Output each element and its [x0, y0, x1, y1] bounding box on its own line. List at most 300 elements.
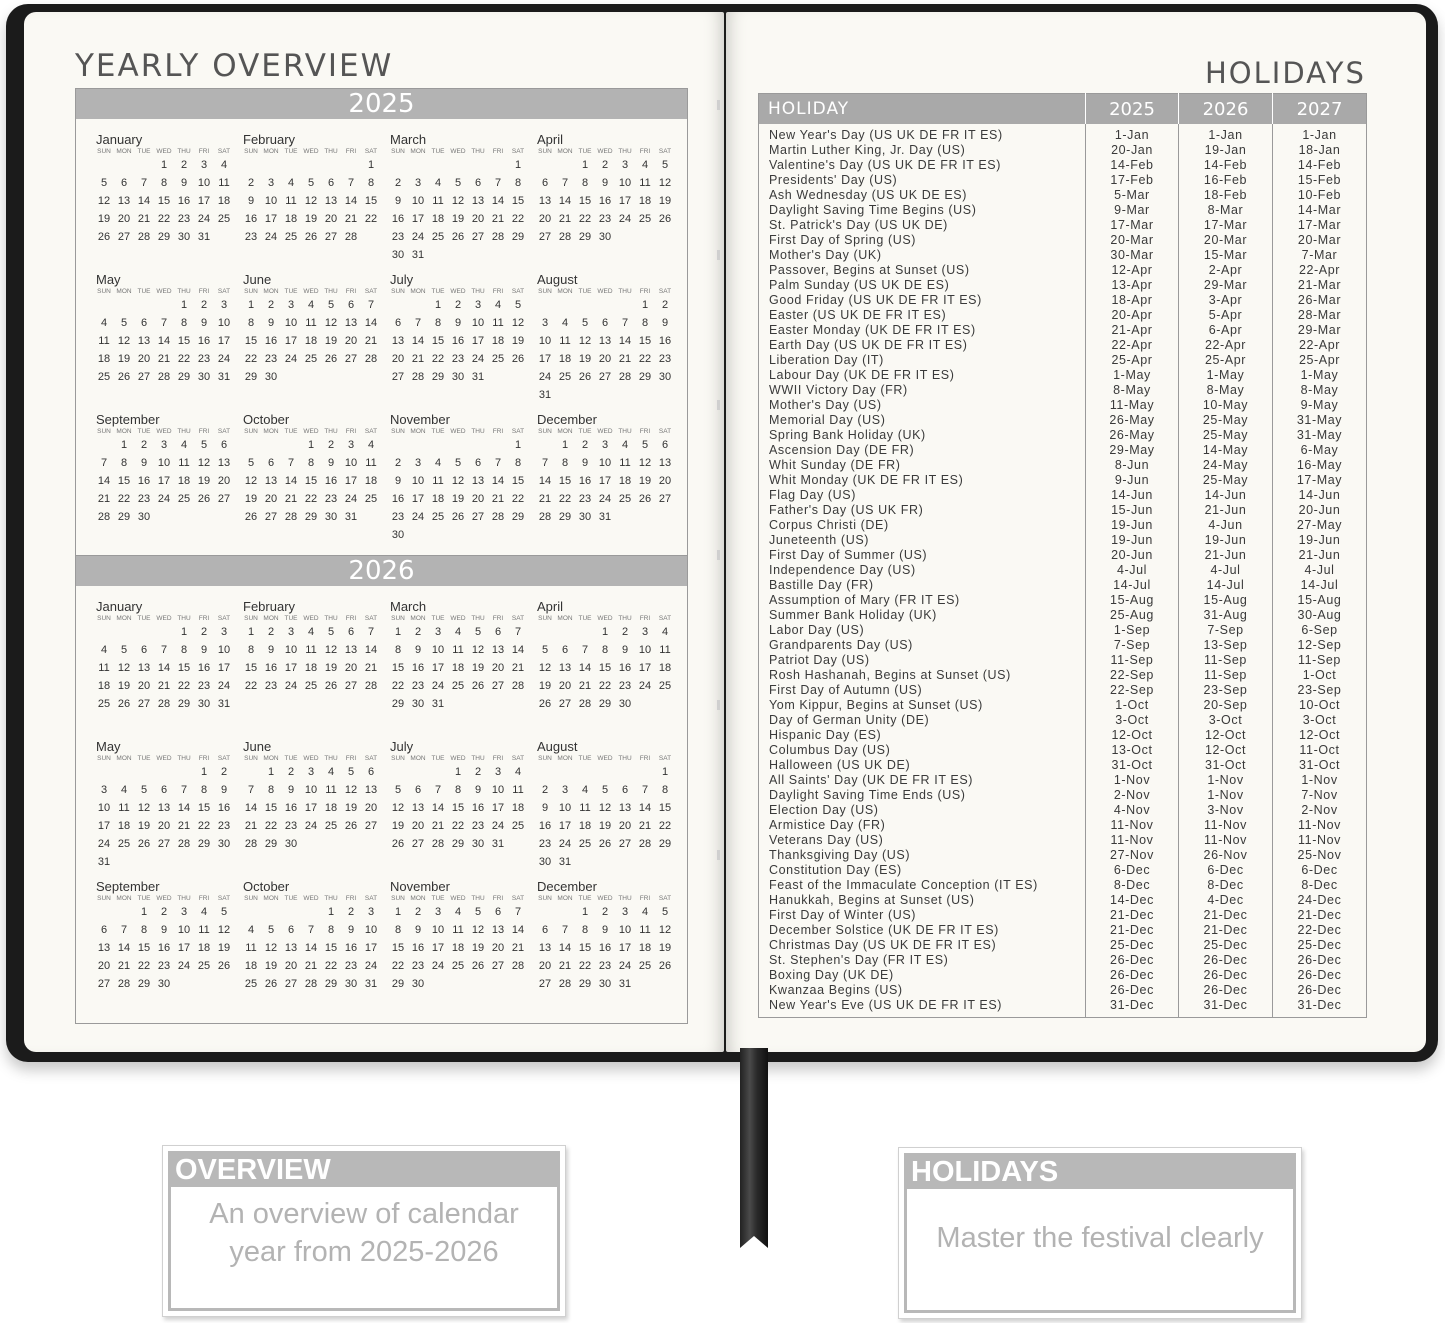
day-cell: 7 [641, 784, 649, 796]
day-cell: 10 [618, 177, 632, 189]
holiday-name: St. Patrick's Day (US UK DE) [769, 218, 948, 232]
day-cell: 5 [514, 299, 522, 311]
holiday-row [759, 953, 1367, 968]
month-calendar [241, 740, 381, 853]
day-cell: 14 [638, 802, 652, 814]
holiday-name: Palm Sunday (US UK DE ES) [769, 278, 950, 292]
binding-stitch [717, 550, 720, 560]
day-cell: 31 [618, 978, 632, 990]
holiday-date: 31-May [1273, 413, 1367, 428]
month-name: August [537, 272, 578, 287]
day-cell: 8 [454, 784, 462, 796]
day-cell: 31 [598, 511, 612, 523]
holiday-date: 15-Aug [1273, 593, 1367, 608]
day-cell: 17 [491, 802, 505, 814]
week-row [388, 210, 528, 228]
holiday-date: 25-Aug [1086, 608, 1179, 623]
day-cell: 15 [391, 942, 405, 954]
holiday-date: 17-Mar [1273, 218, 1367, 233]
holiday-date: 1-Jan [1179, 124, 1273, 143]
day-cell: 4 [180, 439, 188, 451]
day-cell: 3 [287, 626, 295, 638]
day-cell: 16 [284, 802, 298, 814]
day-cell: 9 [267, 644, 275, 656]
day-cell: 28 [97, 511, 111, 523]
day-cell: 26 [511, 353, 525, 365]
week-row [94, 368, 234, 386]
month-name: July [390, 739, 414, 754]
year-2025-block [75, 88, 688, 556]
holiday-row [759, 548, 1367, 563]
weekday-header-row [535, 894, 675, 903]
day-cell: 8 [200, 784, 208, 796]
weekday-label: SUN [538, 428, 552, 435]
weekday-label: SUN [391, 895, 405, 902]
day-cell: 22 [197, 820, 211, 832]
holidays-table-body [759, 124, 1367, 1018]
day-cell: 8 [561, 457, 569, 469]
holiday-name: Veterans Day (US) [769, 833, 884, 847]
day-cell: 19 [658, 942, 672, 954]
day-cell: 3 [220, 626, 228, 638]
day-cell: 28 [538, 511, 552, 523]
weekday-label: TUE [137, 755, 151, 762]
weekday-label: THU [177, 895, 191, 902]
day-cell: 6 [347, 299, 355, 311]
holiday-date: 31-Oct [1179, 758, 1273, 773]
holidays-card [898, 1147, 1302, 1319]
holiday-date: 20-Jan [1086, 143, 1179, 158]
weekday-label: MON [263, 755, 279, 762]
day-cell: 28 [558, 978, 572, 990]
day-cell: 15 [638, 335, 652, 347]
holiday-date: 21-Dec [1179, 923, 1273, 938]
week-row [94, 623, 234, 641]
day-cell: 23 [538, 838, 552, 850]
week-row [388, 246, 528, 264]
day-cell: 30 [157, 978, 171, 990]
weekday-label: WED [303, 615, 319, 622]
day-cell: 11 [619, 457, 631, 469]
weekday-header-row [94, 754, 234, 763]
week-row [94, 921, 234, 939]
holiday-date: 8-Dec [1086, 878, 1179, 893]
weekday-label: FRI [639, 148, 651, 155]
holiday-row [759, 263, 1367, 278]
day-cell: 8 [180, 317, 188, 329]
weekday-label: THU [177, 615, 191, 622]
day-cell: 23 [618, 680, 632, 692]
day-cell: 29 [177, 371, 191, 383]
day-blank [635, 763, 655, 781]
holiday-row [759, 563, 1367, 578]
holidays-table-header [759, 94, 1367, 125]
day-cell: 17 [411, 493, 425, 505]
day-cell: 29 [324, 978, 338, 990]
weekday-label: SUN [538, 755, 552, 762]
holiday-date: 6-Apr [1179, 323, 1273, 338]
week-row [388, 623, 528, 641]
holiday-date: 22-Apr [1086, 338, 1179, 353]
day-cell: 24 [284, 353, 298, 365]
weekday-label: MON [116, 428, 132, 435]
holiday-date: 26-Dec [1179, 983, 1273, 998]
weekday-label: WED [597, 895, 613, 902]
weekday-header-row [94, 287, 234, 296]
day-cell: 2 [267, 626, 275, 638]
day-cell: 13 [558, 662, 572, 674]
weekday-label: WED [303, 895, 319, 902]
weekday-label: SUN [538, 895, 552, 902]
day-cell: 10 [344, 457, 358, 469]
day-cell: 7 [434, 784, 442, 796]
weekday-label: THU [324, 148, 338, 155]
week-row [388, 975, 528, 993]
day-cell: 19 [137, 820, 151, 832]
week-row [241, 508, 381, 526]
holiday-date: 29-May [1086, 443, 1179, 458]
weekday-label: TUE [578, 615, 592, 622]
day-blank [134, 156, 154, 174]
holiday-date: 25-Dec [1179, 938, 1273, 953]
day-cell: 11 [325, 784, 337, 796]
week-row [388, 332, 528, 350]
day-cell: 25 [558, 371, 572, 383]
overview-card-text-line1: An overview of calendar [209, 1198, 519, 1230]
day-cell: 24 [344, 493, 358, 505]
day-cell: 5 [581, 317, 589, 329]
day-cell: 5 [267, 924, 275, 936]
day-cell: 1 [267, 766, 275, 778]
day-cell: 20 [558, 680, 572, 692]
holiday-date: 6-Dec [1273, 863, 1367, 878]
day-cell: 17 [157, 475, 171, 487]
holiday-date: 28-Mar [1273, 308, 1367, 323]
day-cell: 7 [160, 317, 168, 329]
holidays-card-title: HOLIDAYS [907, 1156, 1293, 1189]
holiday-row [759, 968, 1367, 983]
weekday-label: WED [450, 428, 466, 435]
holiday-date: 19-Jun [1273, 533, 1367, 548]
day-cell: 10 [217, 644, 231, 656]
holiday-row [759, 473, 1367, 488]
day-cell: 18 [97, 353, 111, 365]
holiday-date: 14-Jul [1179, 578, 1273, 593]
week-row [241, 332, 381, 350]
month-name: March [390, 599, 427, 614]
day-cell: 1 [661, 766, 669, 778]
day-cell: 18 [638, 195, 652, 207]
holiday-date: 19-Jun [1179, 533, 1273, 548]
day-cell: 3 [601, 439, 609, 451]
day-cell: 13 [491, 924, 505, 936]
day-blank [134, 763, 154, 781]
week-row [535, 659, 675, 677]
holiday-date: 26-Dec [1179, 953, 1273, 968]
day-cell: 27 [364, 820, 378, 832]
day-cell: 4 [641, 159, 649, 171]
holiday-date: 20-Mar [1179, 233, 1273, 248]
week-row [241, 641, 381, 659]
day-cell: 26 [451, 511, 465, 523]
holiday-name: Juneteenth (US) [769, 533, 870, 547]
weekday-label: FRI [345, 148, 357, 155]
day-blank [575, 623, 595, 641]
day-cell: 7 [287, 457, 295, 469]
day-cell: 21 [578, 680, 592, 692]
weekday-label: FRI [639, 615, 651, 622]
week-row [241, 623, 381, 641]
day-blank [94, 296, 114, 314]
day-cell: 19 [197, 475, 211, 487]
weekday-header-row [388, 147, 528, 156]
day-cell: 17 [97, 820, 111, 832]
day-cell: 20 [344, 662, 358, 674]
day-cell: 5 [454, 177, 462, 189]
day-cell: 15 [364, 195, 378, 207]
day-cell: 29 [431, 371, 445, 383]
weekday-header-row [388, 614, 528, 623]
week-row [241, 677, 381, 695]
holiday-name: Ash Wednesday (US UK DE ES) [769, 188, 967, 202]
weekday-label: WED [303, 288, 319, 295]
day-cell: 13 [471, 195, 485, 207]
month-name: February [243, 132, 296, 147]
weekday-header-row [241, 894, 381, 903]
day-cell: 14 [364, 644, 378, 656]
day-blank [428, 436, 448, 454]
holiday-date: 14-Dec [1086, 893, 1179, 908]
day-cell: 5 [327, 626, 335, 638]
holiday-name: Independence Day (US) [769, 563, 916, 577]
holidays-table [758, 93, 1367, 1018]
day-cell: 24 [364, 960, 378, 972]
holiday-row [759, 728, 1367, 743]
day-cell: 27 [411, 838, 425, 850]
week-row [535, 677, 675, 695]
holiday-date: 8-Mar [1179, 203, 1273, 218]
day-cell: 13 [411, 802, 425, 814]
day-cell: 6 [661, 439, 669, 451]
day-cell: 28 [244, 838, 258, 850]
day-blank [535, 436, 555, 454]
binding-stitch [717, 400, 720, 410]
day-cell: 11 [218, 177, 230, 189]
holiday-name: Boxing Day (UK DE) [769, 968, 894, 982]
weekday-label: MON [557, 148, 573, 155]
holiday-date: 31-Aug [1179, 608, 1273, 623]
day-cell: 6 [601, 317, 609, 329]
week-row [241, 957, 381, 975]
holiday-date: 12-Oct [1086, 728, 1179, 743]
week-row [388, 677, 528, 695]
holiday-name: Earth Day (US UK DE FR IT ES) [769, 338, 968, 352]
day-cell: 4 [327, 766, 335, 778]
week-row [535, 799, 675, 817]
holiday-row [759, 893, 1367, 908]
week-row [535, 817, 675, 835]
day-cell: 25 [217, 213, 231, 225]
day-cell: 28 [431, 838, 445, 850]
day-cell: 4 [307, 626, 315, 638]
weekday-label: FRI [345, 428, 357, 435]
day-cell: 29 [117, 511, 131, 523]
week-row [535, 350, 675, 368]
holiday-date: 10-Feb [1273, 188, 1367, 203]
week-row [241, 192, 381, 210]
day-cell: 30 [538, 856, 552, 868]
weekday-label: THU [177, 288, 191, 295]
day-cell: 15 [598, 662, 612, 674]
holiday-row [759, 578, 1367, 593]
weekday-label: TUE [578, 895, 592, 902]
day-cell: 5 [327, 299, 335, 311]
day-cell: 3 [367, 906, 375, 918]
day-cell: 4 [287, 177, 295, 189]
day-cell: 14 [618, 335, 632, 347]
day-cell: 25 [304, 353, 318, 365]
day-cell: 3 [160, 439, 168, 451]
holiday-date: 14-Feb [1179, 158, 1273, 173]
week-row [388, 314, 528, 332]
day-cell: 1 [120, 439, 128, 451]
day-cell: 15 [431, 335, 445, 347]
day-cell: 4 [434, 457, 442, 469]
day-cell: 19 [344, 802, 358, 814]
day-cell: 9 [661, 317, 669, 329]
day-cell: 22 [431, 353, 445, 365]
day-cell: 30 [197, 698, 211, 710]
weekday-label: MON [557, 615, 573, 622]
day-cell: 15 [244, 335, 258, 347]
day-cell: 6 [327, 177, 335, 189]
month-calendar [535, 413, 675, 526]
day-cell: 17 [217, 662, 231, 674]
day-cell: 30 [284, 838, 298, 850]
day-cell: 18 [117, 820, 131, 832]
day-cell: 3 [561, 784, 569, 796]
day-cell: 20 [491, 662, 505, 674]
day-cell: 8 [247, 644, 255, 656]
month-calendar [535, 273, 675, 404]
day-cell: 31 [197, 231, 211, 243]
day-cell: 16 [471, 802, 485, 814]
day-cell: 7 [494, 457, 502, 469]
week-row [535, 641, 675, 659]
holiday-name: Bastille Day (FR) [769, 578, 874, 592]
holiday-name: Mother's Day (US) [769, 398, 882, 412]
weekday-header-row [388, 894, 528, 903]
holiday-row [759, 124, 1367, 143]
holiday-name: Columbus Day (US) [769, 743, 891, 757]
day-cell: 7 [514, 626, 522, 638]
day-cell: 25 [244, 978, 258, 990]
weekday-header-row [535, 754, 675, 763]
holiday-name: Day of German Unity (DE) [769, 713, 930, 727]
day-cell: 2 [347, 906, 355, 918]
week-row [94, 641, 234, 659]
holiday-name: Summer Bank Holiday (UK) [769, 608, 937, 622]
day-cell: 13 [491, 644, 505, 656]
holiday-date: 20-Sep [1179, 698, 1273, 713]
week-row [535, 314, 675, 332]
holiday-name: Patriot Day (US) [769, 653, 870, 667]
day-blank [388, 436, 408, 454]
day-cell: 22 [177, 353, 191, 365]
day-cell: 19 [117, 353, 131, 365]
holiday-name: Hanukkah, Begins at Sunset (US) [769, 893, 975, 907]
day-cell: 14 [491, 195, 505, 207]
day-cell: 5 [661, 159, 669, 171]
day-cell: 2 [247, 177, 255, 189]
day-cell: 19 [658, 195, 672, 207]
day-cell: 26 [137, 838, 151, 850]
day-cell: 19 [304, 213, 318, 225]
week-row [94, 957, 234, 975]
weekday-label: SUN [97, 615, 111, 622]
day-cell: 26 [451, 231, 465, 243]
day-cell: 22 [324, 960, 338, 972]
day-cell: 5 [247, 457, 255, 469]
day-cell: 19 [538, 680, 552, 692]
day-cell: 23 [284, 820, 298, 832]
day-cell: 27 [324, 231, 338, 243]
weekday-header-row [241, 427, 381, 436]
day-cell: 17 [217, 335, 231, 347]
week-row [241, 975, 381, 993]
weekday-label: THU [324, 428, 338, 435]
day-cell: 11 [98, 335, 110, 347]
day-cell: 10 [411, 475, 425, 487]
holiday-name: First Day of Spring (US) [769, 233, 917, 247]
day-cell: 6 [474, 177, 482, 189]
weekday-header-row [388, 287, 528, 296]
day-blank [241, 156, 261, 174]
day-cell: 4 [247, 924, 255, 936]
weekday-label: MON [263, 615, 279, 622]
weekday-label: TUE [284, 755, 298, 762]
holiday-row [759, 218, 1367, 233]
day-cell: 12 [578, 335, 592, 347]
day-cell: 23 [264, 353, 278, 365]
week-row [535, 332, 675, 350]
day-cell: 13 [471, 475, 485, 487]
day-cell: 12 [451, 195, 465, 207]
day-cell: 16 [157, 942, 171, 954]
day-cell: 3 [474, 299, 482, 311]
day-cell: 14 [538, 475, 552, 487]
holiday-name: Feast of the Immaculate Conception (IT ES) [769, 878, 1038, 892]
day-cell: 14 [244, 802, 258, 814]
holiday-date: 26-Dec [1273, 968, 1367, 983]
holiday-row [759, 533, 1367, 548]
week-row [535, 781, 675, 799]
month-name: November [390, 412, 450, 427]
day-cell: 22 [658, 820, 672, 832]
holiday-date: 18-Jan [1273, 143, 1367, 158]
month-calendar [94, 413, 234, 526]
day-cell: 1 [180, 626, 188, 638]
day-cell: 24 [491, 820, 505, 832]
day-cell: 7 [561, 924, 569, 936]
month-name: May [96, 272, 121, 287]
day-cell: 10 [217, 317, 231, 329]
day-cell: 12 [137, 802, 151, 814]
holiday-row [759, 833, 1367, 848]
holiday-name: Armistice Day (FR) [769, 818, 886, 832]
day-cell: 9 [541, 802, 549, 814]
day-cell: 8 [641, 317, 649, 329]
